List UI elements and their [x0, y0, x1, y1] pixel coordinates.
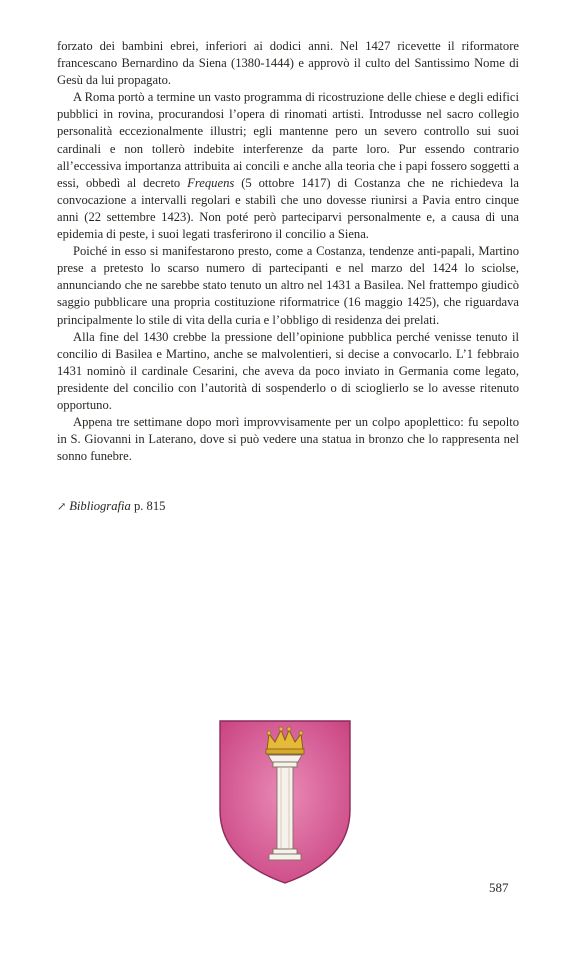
bibliography-label: Bibliografia [69, 499, 131, 513]
paragraph-3: Poiché in esso si manifestarono presto, come a Costanza, tendenze anti-papali, Martino prese a pretesto lo scarso numero di partecipanti e nel marzo del 1424 lo sciolse, annunciando che ne sarebbe stato tenuto un altro nel 1431 a Basilea. Nel frattempo giudicò saggio pubblicare una propria costituzione riformatrice (16 maggio 1425), che riguardava principalmente lo stile di vita della curia e l’obbligo di residenza dei prelati. [57, 244, 519, 327]
paragraph-2: A Roma portò a termine un vasto programma di ricostruzione delle chiese e degli edifici pubblici in rovina, procurandosi l’opera di rinomati artisti. Introdusse nel sacro collegio personalità eccezionalmente illustri; egli mantenne pero un severo controllo sui suoi cardinali e non tollerò indebite interferenze da parte loro. Pur essendo contrario all’eccessiva importanza attribuita ai concili e anche alla teoria che i papi fossero soggetti a essi, obbedì al decreto Frequens (5 ottobre 1417) di Costanza che ne richiedeva la convocazione a intervalli regolari e stabilì che uno dovesse riunirsi a Pavia entro cinque anni (22 settembre 1423). Non poté però parteciparvi personalmente e, a causa di una epidemia di peste, i suoi legati trasferirono il concilio a Siena. [57, 90, 520, 242]
coat-of-arms [217, 718, 353, 886]
page-number: 587 [489, 880, 509, 895]
decree-name: Frequens [187, 175, 235, 190]
bibliography-page: p. 815 [133, 499, 166, 513]
bibliography-reference [57, 498, 165, 516]
main-text [57, 38, 519, 465]
paragraph-4: Alla fine del 1430 crebbe la pressione dell’opinione pubblica perché venisse tenuto il concilio di Basilea e Martino, anche se malvolentieri, si decise a convocarlo. L’1 febbraio 1431 nominò il cardinale Cesarini, che aveva da poco inviato in Germania come legato, presidente del concilio con l’autorità di sospenderlo o di scioglierlo se lo avesse ritenuto opportuno. [57, 329, 519, 412]
paragraph-5: Appena tre settimane dopo morì improvvisamente per un colpo apoplettico: fu sepolto in S. Giovanni in Laterano, dove si può vedere una statua in bronzo che lo rappresenta nel sonno funebre. [57, 415, 519, 464]
arrow-icon: ↗ [57, 501, 67, 513]
paragraph-1: forzato dei bambini ebrei, inferiori ai dodici anni. Nel 1427 ricevette il riformatore francescano Bernardino da Siena (1380-1444) e approvò il culto del Santissimo Nome di Gesù da lui propagato. [57, 39, 519, 88]
shield-with-crowned-column-icon [217, 718, 353, 886]
